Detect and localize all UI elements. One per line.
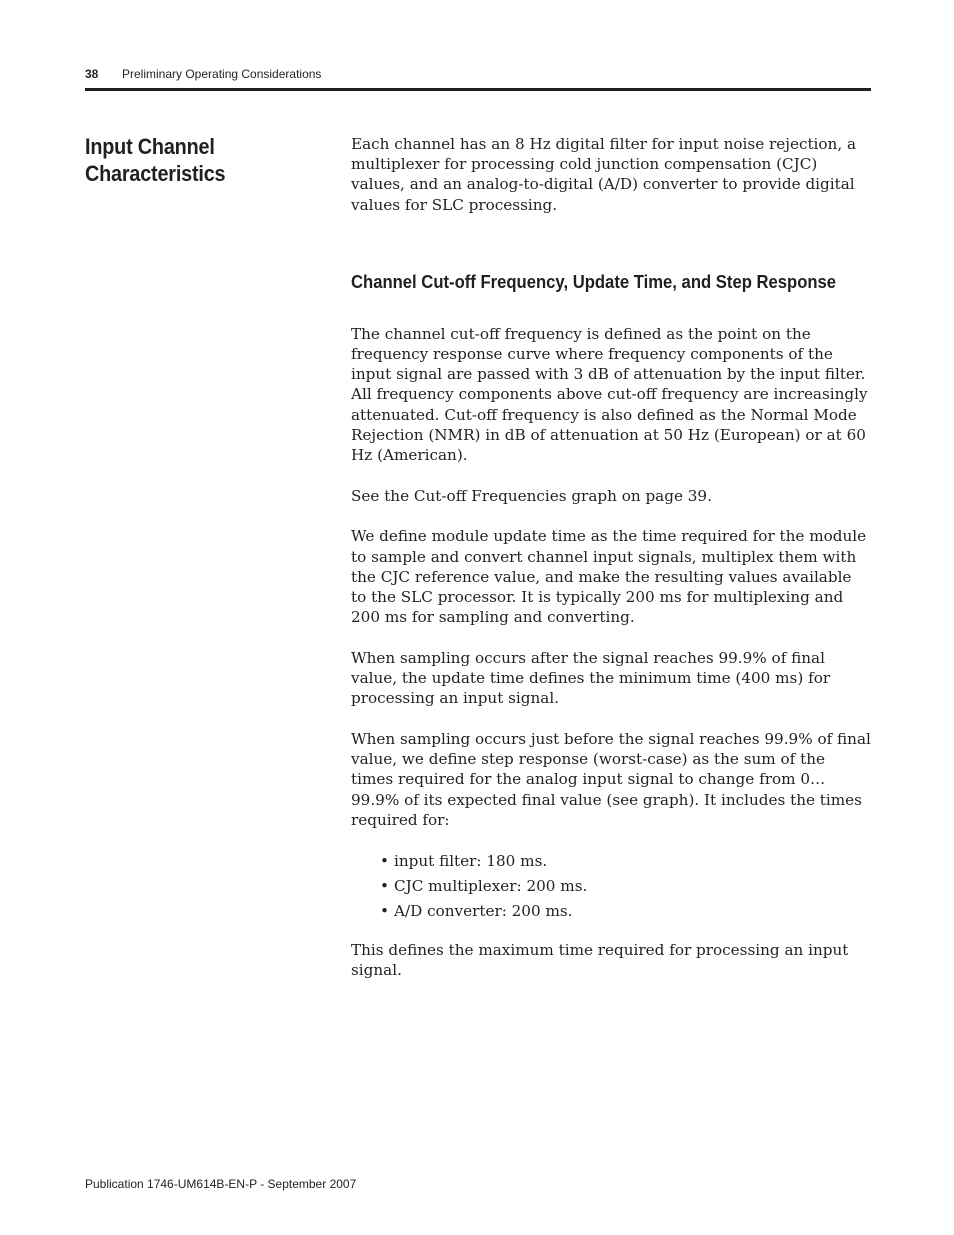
paragraph-update-time: We define module update time as the time required for the module to sample and convert channel input signals, multiplex them with the CJC reference value, and make the resulting values available to the SLC processor. It is typically 200 ms for multiplexing and 200 ms for sampling and converting. — [351, 527, 867, 627]
section-title-line-1: Input Channel — [85, 134, 215, 159]
list-item-text: CJC multiplexer: 200 ms. — [394, 876, 588, 895]
running-head: Preliminary Operating Considerations — [122, 67, 322, 81]
section-title — [85, 133, 292, 187]
page-footer — [85, 1176, 356, 1192]
publication-info: Publication 1746-UM614B-EN-P - September 2007 — [85, 1177, 357, 1191]
bullet-list — [351, 851, 871, 921]
paragraph-graph-reference: See the Cut-off Frequencies graph on page 39. — [351, 486, 712, 505]
header-rule — [85, 88, 871, 91]
bullet-marker: • — [380, 876, 389, 895]
body-column — [351, 134, 871, 1000]
list-item — [380, 901, 871, 921]
bullet-marker: • — [380, 901, 389, 920]
page-number: 38 — [85, 67, 99, 81]
bullet-marker: • — [380, 851, 389, 870]
section-title-line-2: Characteristics — [85, 161, 226, 186]
subsection-heading: Channel Cut-off Frequency, Update Time, and Step Response — [351, 270, 837, 292]
page-header — [85, 66, 871, 82]
closing-paragraph: This defines the maximum time required for processing an input signal. — [351, 940, 849, 979]
paragraph-cutoff-frequency: The channel cut-off frequency is defined as the point on the frequency response curve where frequency components of the input signal are passed with 3 dB of attenuation by the input filter. All frequency components above cut-off frequency are increasingly attenuated. Cut-off frequency is also defined as the Normal Mode Rejection (NMR) in dB of attenuation at 50 Hz (European) or at 60 Hz (American). — [351, 324, 868, 465]
paragraph-step-response: When sampling occurs just before the signal reaches 99.9% of final value, we define step response (worst-case) as the sum of the times required for the analog input signal to change from 0…99.9% of its expected final value (see graph). It includes the times required for: — [351, 730, 871, 829]
paragraph-minimum-time: When sampling occurs after the signal reaches 99.9% of final value, the update time defines the minimum time (400 ms) for processing an input signal. — [351, 648, 831, 708]
intro-paragraph: Each channel has an 8 Hz digital filter for input noise rejection, a multiplexer for processing cold junction compensation (CJC) values, and an analog-to-digital (A/D) converter to provide digital values for SLC processing. — [351, 135, 857, 214]
list-item-text: A/D converter: 200 ms. — [394, 901, 573, 920]
list-item — [380, 876, 871, 896]
list-item-text: input filter: 180 ms. — [394, 851, 548, 870]
list-item — [380, 851, 871, 871]
